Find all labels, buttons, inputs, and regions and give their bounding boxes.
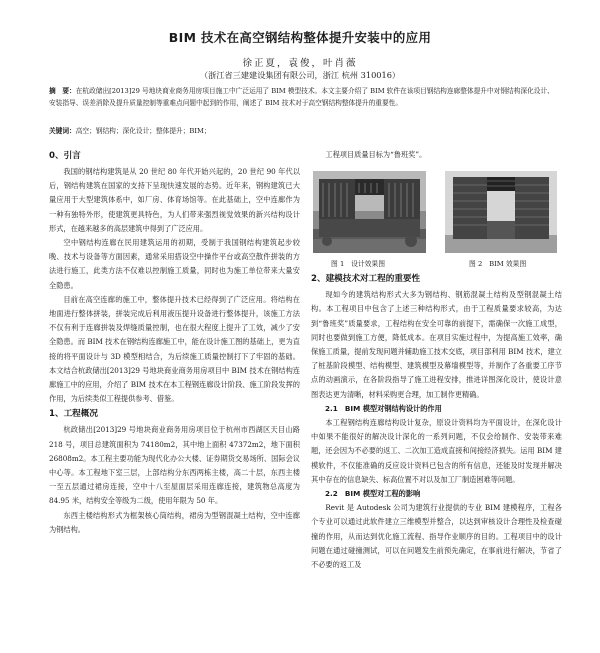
bim-rendering-image	[445, 171, 557, 253]
figure-row	[311, 171, 562, 257]
subsection-2-1-paragraph: 本工程钢结构连廊结构设计复杂，原设计资料均为平面设计，在深化设计中如果不能很好的解决设计深化的一系列问题，不仅会给制作、安装带来难题，还会因为不必要的返工、二次加工造成直接和间接经济损失。运用 BIM 建模软件，不仅能准确的反应设计资料已包含的所有信息，还能及时发现并解决其中存在的信息缺失、标高位置不对以及加工厂制造困难等问题。	[311, 418, 562, 484]
right-column	[311, 148, 562, 572]
keywords-text: 高空；钢结构；深化设计；整体提升；BIM；	[75, 127, 211, 135]
section-heading-introduction: 0、引言	[49, 151, 81, 161]
design-rendering-image	[313, 171, 426, 253]
intro-paragraph-3: 目前在高空连廊的施工中，整体提升技术已经得到了广泛应用。将结构在地面进行整体拼装，拼装完成后利用液压提升设备进行整体提升，该施工方法不仅有利于连廊拼装及焊缝质量控制，也在很大程度上提升了工效，减少了安全隐患。而 BIM 技术在钢结构连廊施工中，能在设计施工图的基础上，更为直接的将平面设计与 3D 模型相结合，为后续施工质量控制打下了牢固的基础。本文结合杭政储出[2013]29 号地块商业商务用房项目中 BIM 技术在钢结构连廊施工中的应用，介绍了 BIM 技术在本工程钢连廊设计阶段、施工阶段发挥的作用，为后续类似工程提供参考、借鉴。	[49, 294, 300, 404]
keywords	[49, 126, 559, 137]
quality-goal-line: 工程项目质量目标为“鲁班奖”。	[325, 150, 427, 159]
overview-paragraph-2: 东西主楼结构形式为框架核心筒结构，裙房为型钢混凝土结构，空中连廊为钢结构。	[49, 510, 300, 534]
paper-authors: 徐正夏，袁俊，叶肖薇	[242, 58, 358, 69]
figure-2-caption: 图 2 BIM 效果图	[469, 260, 527, 269]
subsection-heading-2-2: 2.2 BIM 模型对工程的影响	[325, 489, 421, 499]
overview-paragraph-1: 杭政储出[2013]29 号地块商业商务用房项目位于杭州市西湖区天目山路 218 号，项目总建筑面积为 74180m2，其中地上面积 47372m2，地下面积 26808m2。本工程主要功能为现代化办公大楼、证券期货交易场所、国际会议中心等。本工程地下室三层，上部结构分东西两栋主楼，高二十层，东西主楼一至五层通过裙房连接，空中十八至屋面层采用连廊连接，建筑物总高度为 84.95 米，结构安全等级为二级，使用年限为 50 年。	[49, 425, 300, 506]
intro-paragraph-2: 空中钢结构连廊在民用建筑运用的初期，受制于我国钢结构建筑起步较晚、技术与设备等方面因素，通常采用搭设空中操作平台或高空散件拼装的方法进行施工，此类方法不仅难以控制施工质量，同时也为施工单位带来大量安全隐患。	[49, 238, 300, 290]
left-column	[49, 148, 300, 537]
figure-bim-rendering	[445, 171, 557, 253]
figure-captions	[311, 257, 562, 271]
section-heading-overview: 1、工程概况	[49, 409, 98, 420]
paper-title: BIM 技术在高空钢结构整体提升安装中的应用	[168, 30, 432, 45]
figure-design-rendering	[313, 171, 426, 253]
modeling-paragraph: 现如今的建筑结构形式大多为钢结构、钢筋混凝土结构及型钢混凝土结构。本工程项目中包含了上述三种结构形式，由于工程质量要求较高，为达到“鲁班奖”质量要求，工程结构在安全可靠的前提下，需确保一次施工成型，同时也要做到施工方便，降低成本。在项目实施过程中，为提高施工效率，确保施工质量，提前发现问题并辅助施工技术交底，项目部利用 BIM 技术，建立了桩基阶段模型、结构模型、建筑模型及幕墙模型等，并制作了各重要工序节点的动画演示，在各阶段指导了施工进程安排，推进详图深化设计，使设计意图表达更为清晰，材料采购更合理，加工制作更精确。	[311, 290, 562, 399]
abstract	[49, 85, 559, 109]
subsection-2-2-paragraph: Revit 是 Autodesk 公司为建筑行业提供的专业 BIM 建模程序，工程各个专业可以通过此软件建立三维模型并整合，以达到审核设计合理性及检查碰撞的作用，从而达到优化施工流程、指导作业顺序的目的。工程项目中的设计问题在通过碰撞测试，可以在问题发生前预先确定，在事前进行解决，节省了不必要的返工及	[311, 503, 562, 570]
intro-paragraph-1: 我国的钢结构建筑是从 20 世纪 80 年代开始兴起的，20 世纪 90 年代以后，钢结构建筑在国家的支持下呈现快速发展的态势。近年来，钢构建筑已大量应用于大型建筑体系中，如厂房、体育场馆等。在此基础上，空中连廊作为一种有独特外形，使建筑更具特色，为人们带来强烈视觉效果的新兴结构设计形式，在越来越多的高层建筑中得到了广泛应用。	[49, 167, 300, 233]
section-heading-modeling: 2、建模技术对工程的重要性	[311, 274, 421, 285]
subsection-heading-2-1: 2.1 BIM 模型对钢结构设计的作用	[325, 403, 442, 413]
abstract-text: 在杭政储出[2013]29 号地块商业商务用房项目施工中广泛运用了 BIM 模型技术。本文主要介绍了 BIM 软件在该项目钢结构连廊整体提升中对钢结构深化设计、安装指导、误差消除及提升质量控制等重难点问题中起到的作用，阐述了 BIM 技术对于高空钢结构整体提升的重要性。	[49, 87, 554, 108]
abstract-label: 摘 要：	[49, 87, 76, 95]
keywords-label: 关键词：	[49, 127, 76, 135]
paper-affiliation: （浙江省三建建设集团有限公司，浙江 杭州 310016）	[199, 70, 401, 80]
figure-1-caption: 图 1 设计效果图	[331, 260, 386, 269]
